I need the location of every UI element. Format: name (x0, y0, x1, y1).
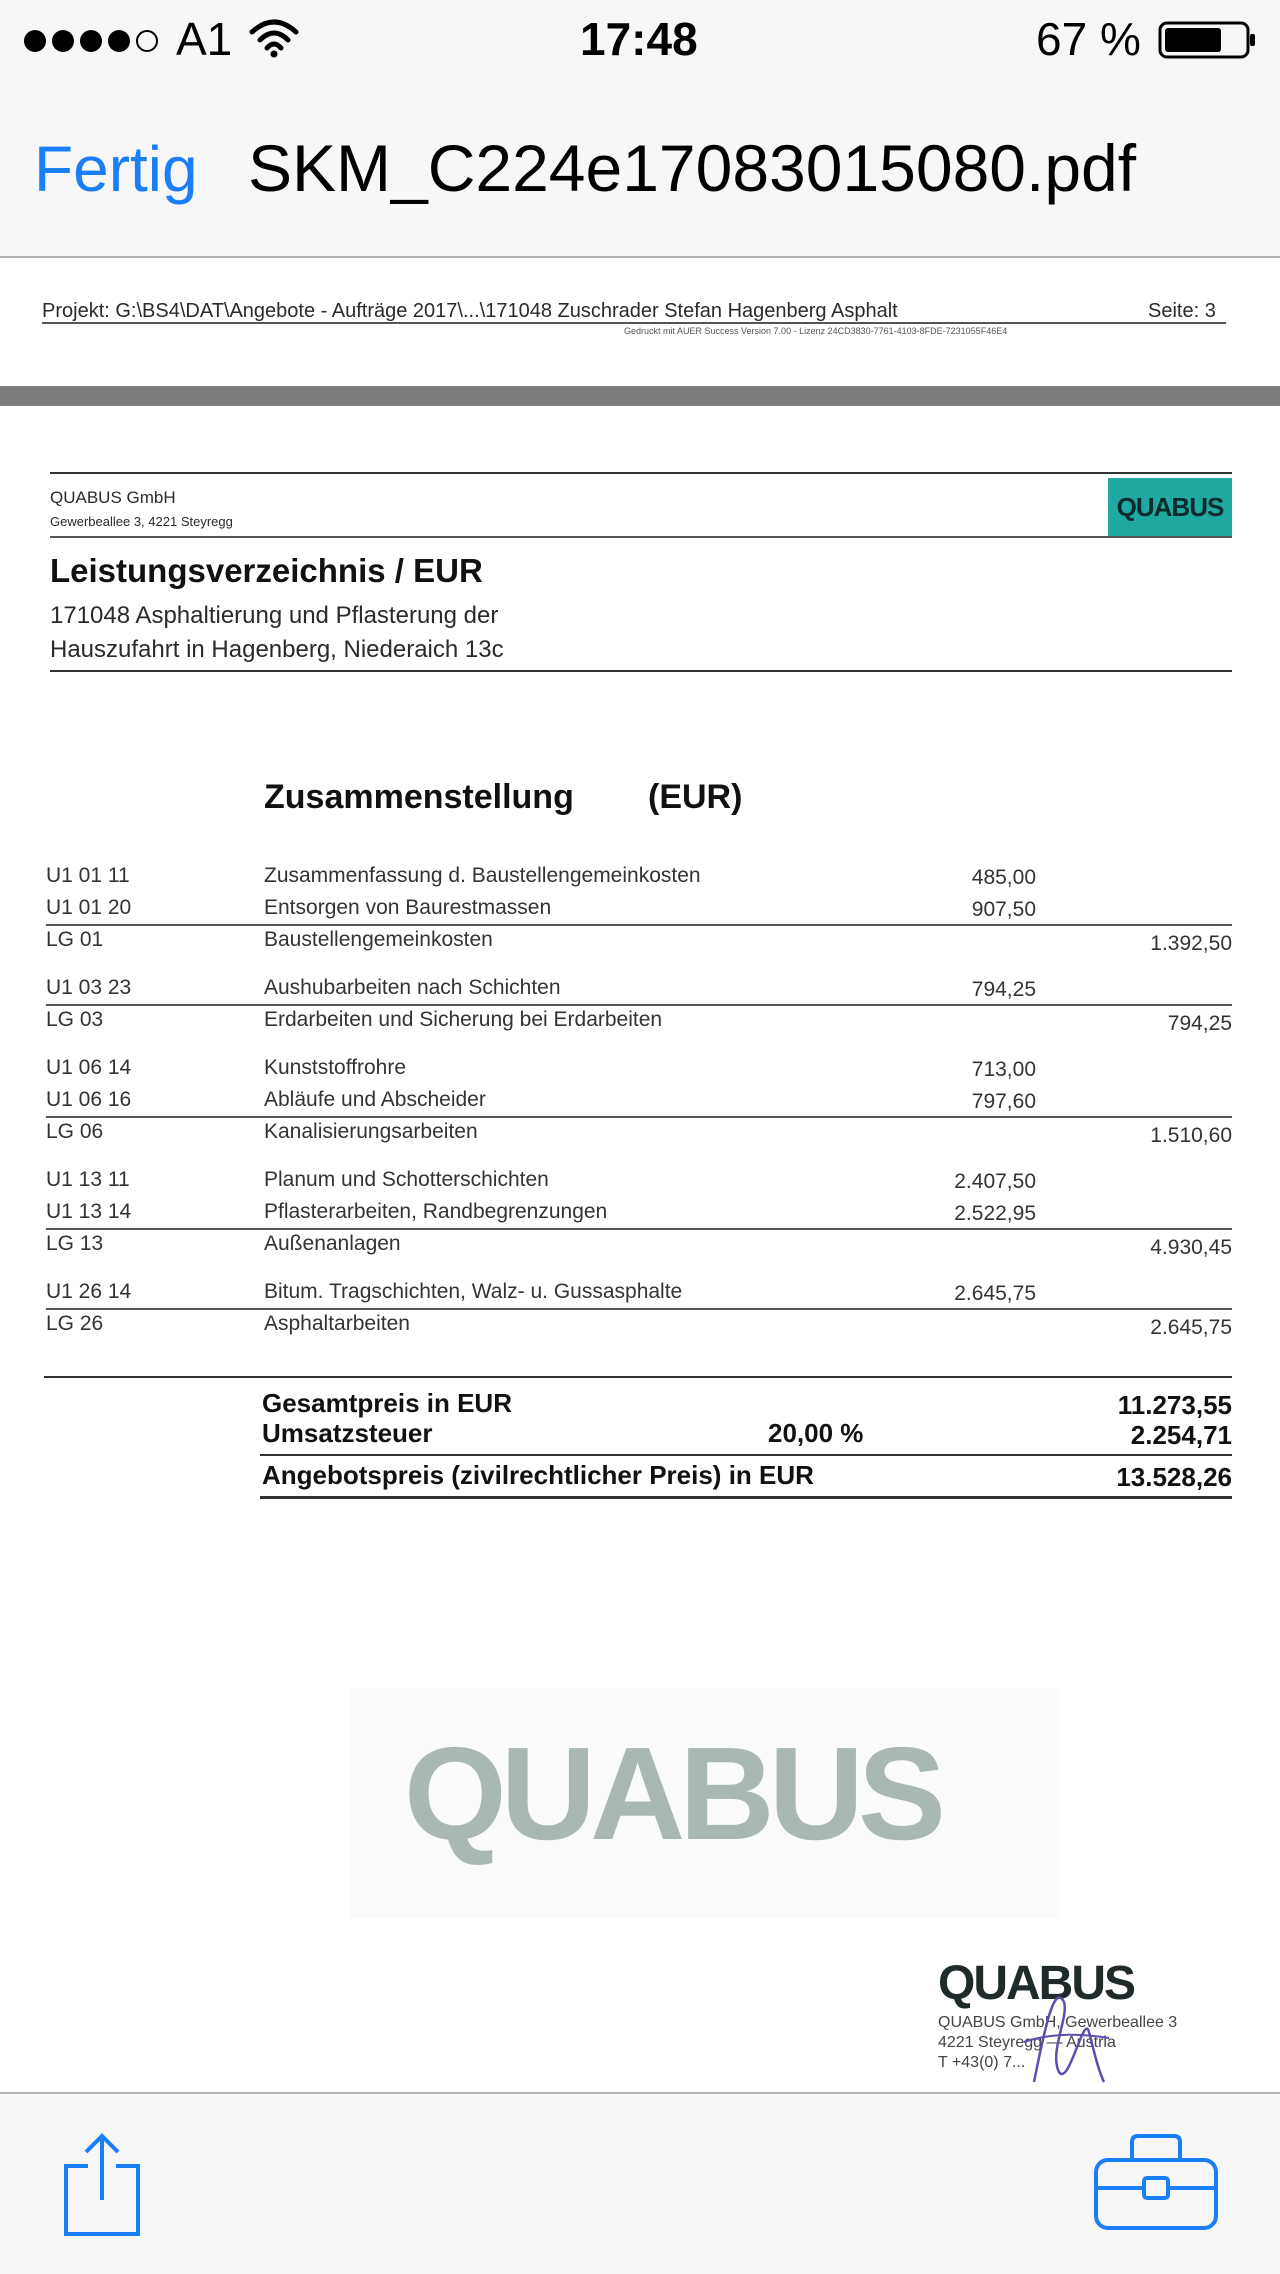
document-title: SKM_C224e17083015080.pdf (248, 131, 1137, 205)
item-value: 797,60 (971, 1090, 1036, 1113)
signal-strength-icon (24, 30, 158, 52)
pdf-page (0, 406, 1280, 2092)
navigation-bar (0, 80, 1280, 258)
group-code: LG 13 (46, 1232, 104, 1255)
toolbox-icon[interactable] (1092, 2132, 1220, 2232)
group-description: Baustellengemeinkosten (264, 928, 493, 951)
item-code: U1 01 20 (46, 896, 132, 919)
item-value: 907,50 (971, 898, 1036, 921)
company-address: Gewerbeallee 3, 4221 Steyregg (50, 514, 233, 529)
item-code: U1 13 14 (46, 1200, 132, 1223)
company-logo: QUABUS (1108, 478, 1232, 536)
battery-icon (1158, 20, 1258, 60)
item-description: Abläufe und Abscheider (264, 1088, 486, 1111)
page-number: Seite: 3 (1148, 300, 1216, 322)
item-code: U1 03 23 (46, 976, 132, 999)
share-icon[interactable] (60, 2130, 144, 2238)
previous-page-footer (0, 258, 1280, 386)
item-code: U1 26 14 (46, 1280, 132, 1303)
item-description: Bitum. Tragschichten, Walz- u. Gussasphalte (264, 1280, 683, 1303)
item-value: 485,00 (971, 866, 1036, 889)
battery-percent: 67 % (1036, 13, 1141, 65)
group-code: LG 01 (46, 928, 104, 951)
group-code: LG 06 (46, 1120, 104, 1143)
clock: 17:48 (580, 13, 698, 65)
wifi-icon (248, 18, 300, 58)
group-total: 1.510,60 (1150, 1124, 1232, 1147)
stamp-logo: QUABUS (938, 1957, 1135, 2010)
section-currency: (EUR) (648, 778, 743, 816)
item-value: 2.407,50 (954, 1170, 1036, 1193)
bottom-toolbar (0, 2092, 1280, 2274)
item-value: 2.522,95 (954, 1202, 1036, 1225)
item-code: U1 01 11 (46, 864, 130, 887)
item-code: U1 13 11 (46, 1168, 130, 1191)
stamp-line-3: T +43(0) 7... (938, 2054, 1026, 2071)
group-code: LG 26 (46, 1312, 104, 1335)
total-price-label: Gesamtpreis in EUR (262, 1388, 512, 1418)
group-total: 794,25 (1167, 1012, 1232, 1035)
offer-price-label: Angebotspreis (zivilrechtlicher Preis) in EUR (262, 1460, 814, 1490)
item-value: 2.645,75 (954, 1282, 1036, 1305)
vat-rate: 20,00 % (768, 1418, 864, 1448)
project-line-1: 171048 Asphaltierung und Pflasterung der (50, 602, 499, 629)
group-total: 1.392,50 (1150, 932, 1232, 955)
group-description: Erdarbeiten und Sicherung bei Erdarbeiten (264, 1008, 663, 1031)
print-note: Gedruckt mit AUER Success Version 7.00 - Lizenz 24CD3830-7761-4103-8FDE-7231055F46E4 (624, 326, 1008, 336)
item-description: Entsorgen von Baurestmassen (264, 896, 552, 919)
group-code: LG 03 (46, 1008, 104, 1031)
carrier-name: A1 (176, 13, 233, 65)
project-path: Projekt: G:\BS4\DAT\Angebote - Aufträge 2017\...\171048 Zuschrader Stefan Hagenberg Asphalt (42, 300, 898, 322)
page-divider (0, 386, 1280, 406)
item-description: Planum und Schotterschichten (264, 1168, 549, 1191)
status-bar (0, 0, 1280, 80)
section-title: Zusammenstellung (264, 778, 574, 816)
group-total: 4.930,45 (1150, 1236, 1232, 1259)
watermark-logo: QUABUS (404, 1720, 941, 1867)
company-name: QUABUS GmbH (50, 488, 176, 507)
done-button[interactable]: Fertig (34, 133, 198, 205)
item-description: Pflasterarbeiten, Randbegrenzungen (264, 1200, 608, 1223)
project-line-2: Hauszufahrt in Hagenberg, Niederaich 13c (50, 636, 504, 663)
item-value: 794,25 (971, 978, 1036, 1001)
item-description: Aushubarbeiten nach Schichten (264, 976, 561, 999)
group-total: 2.645,75 (1150, 1316, 1232, 1339)
group-description: Außenanlagen (264, 1232, 401, 1255)
item-code: U1 06 14 (46, 1056, 132, 1079)
total-price-value: 11.273,55 (1117, 1390, 1232, 1420)
offer-price-value: 13.528,26 (1116, 1462, 1232, 1492)
vat-value: 2.254,71 (1130, 1420, 1232, 1450)
group-description: Kanalisierungsarbeiten (264, 1120, 478, 1143)
vat-label: Umsatzsteuer (262, 1418, 433, 1448)
item-code: U1 06 16 (46, 1088, 132, 1111)
signature (1014, 1972, 1114, 2092)
group-description: Asphaltarbeiten (264, 1312, 410, 1335)
item-description: Zusammenfassung d. Baustellengemeinkosten (264, 864, 701, 887)
company-stamp (934, 1952, 1234, 2092)
document-heading: Leistungsverzeichnis / EUR (50, 552, 483, 589)
stamp-line-1: QUABUS GmbH, Gewerbeallee 3 (938, 2014, 1178, 2031)
item-description: Kunststoffrohre (264, 1056, 407, 1079)
stamp-line-2: 4221 Steyregg — Austria (938, 2034, 1116, 2051)
item-value: 713,00 (971, 1058, 1036, 1081)
